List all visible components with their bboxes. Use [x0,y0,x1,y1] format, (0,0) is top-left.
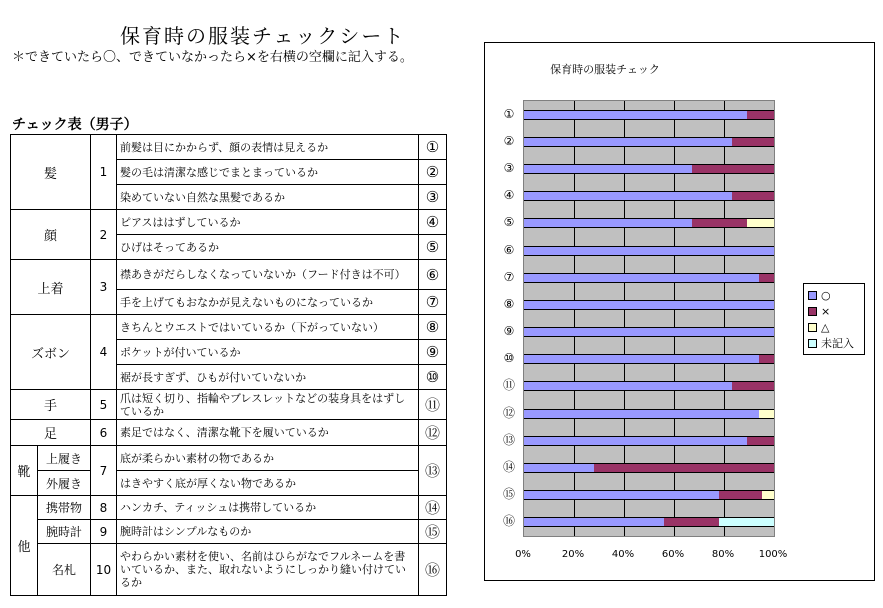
category-label: ⑦ [503,269,515,284]
bar-row [524,246,774,256]
category-label: ⑭ [502,460,515,475]
answer-cell[interactable]: ① [419,135,447,160]
check-item: 腕時計はシンプルなものか [117,520,419,544]
check-item: 前髪は目にかからず、顔の表情は見えるか [117,135,419,160]
category-pants: ズボン [11,315,91,390]
subcategory-watch: 腕時計 [38,520,91,544]
page-title: 保育時の服装チェックシート [120,24,406,48]
category-label: ⑪ [502,378,515,393]
item-number: 7 [91,446,117,496]
item-number: 1 [91,135,117,210]
check-item: やわらかい素材を使い、名前はひらがなでフルネームを書いているか、また、取れないようにしっかり縫い付けているか [117,544,419,596]
bar-segment [732,191,775,201]
legend-label: 未記入 [821,337,854,350]
category-label: ② [503,133,515,148]
subcategory-belongings: 携帯物 [38,496,91,520]
bar-segment [524,327,774,337]
bar-row [524,517,774,527]
check-item: 手を上げてもおなかが見えないものになっているか [117,290,419,315]
check-table [10,134,447,596]
category-label: ⑨ [503,324,515,339]
check-item: 裾が長すぎず、ひもが付いていないか [117,365,419,390]
answer-cell[interactable]: ② [419,160,447,185]
category-label: ⑮ [502,487,515,502]
item-number: 10 [91,544,117,596]
category-label: ⑧ [503,296,515,311]
legend-item [808,303,864,319]
subcategory-nametag: 名札 [38,544,91,596]
chart-area [484,42,875,581]
category-face: 顔 [11,210,91,260]
bar-segment [732,137,775,147]
bar-segment [524,409,759,419]
category-label: ① [503,106,515,121]
bar-segment [524,164,692,174]
legend-label: △ [821,320,830,334]
bar-row [524,436,774,446]
answer-cell[interactable]: ⑯ [419,544,447,596]
bar-segment [759,354,774,364]
category-label: ③ [503,160,515,175]
bar-segment [692,164,775,174]
chart-legend [803,283,865,355]
legend-label: ○ [821,288,831,302]
plot-area [523,100,775,537]
category-hair: 髪 [11,135,91,210]
bar-segment [524,436,747,446]
bar-row [524,381,774,391]
bar-segment [594,463,774,473]
x-tick-label: 100% [758,549,788,560]
item-number: 8 [91,496,117,520]
bar-row [524,463,774,473]
check-item: ピアスははずしているか [117,210,419,235]
bar-segment [759,409,774,419]
check-item: 髪の毛は清潔な感じでまとまっているか [117,160,419,185]
check-item: 染めていない自然な黒髪であるか [117,185,419,210]
check-item: 爪は短く切り、指輪やブレスレットなどの装身具をはずしているか [117,390,419,420]
subcategory-indoor-shoes: 上履き [38,446,91,471]
bar-row [524,164,774,174]
check-item: ポケットが付いているか [117,340,419,365]
legend-item [808,335,864,351]
category-shoes: 靴 [11,446,38,496]
category-label: ⑩ [503,351,515,366]
bar-row [524,354,774,364]
category-label: ⑯ [502,514,515,529]
bar-segment [524,110,747,120]
bar-segment [524,354,759,364]
bar-segment [524,218,692,228]
answer-cell[interactable]: ⑬ [419,446,447,496]
bar-row [524,490,774,500]
x-tick-label: 80% [711,549,735,560]
table-caption: チェック表（男子） [12,117,138,133]
answer-cell[interactable]: ⑩ [419,365,447,390]
x-tick-label: 60% [661,549,685,560]
legend-label: × [821,304,831,318]
bar-segment [747,110,775,120]
bar-segment [524,517,664,527]
bar-row [524,273,774,283]
answer-cell[interactable]: ⑨ [419,340,447,365]
category-hands: 手 [11,390,91,420]
bar-segment [747,218,775,228]
bar-row [524,327,774,337]
category-other: 他 [11,496,38,596]
bar-segment [732,381,775,391]
bar-segment [524,300,774,310]
bar-row [524,191,774,201]
bar-segment [719,490,762,500]
check-item: ひげはそってあるか [117,235,419,260]
answer-cell[interactable]: ⑥ [419,260,447,290]
check-item: 襟あきがだらしなくなっていないか（フード付きは不可） [117,260,419,290]
answer-cell[interactable]: ⑤ [419,235,447,260]
check-item: ハンカチ、ティッシュは携帯しているか [117,496,419,520]
bar-segment [759,273,774,283]
answer-cell[interactable]: ⑧ [419,315,447,340]
item-number: 9 [91,520,117,544]
legend-swatch [808,291,817,300]
bar-row [524,110,774,120]
category-feet: 足 [11,420,91,446]
bar-segment [524,191,732,201]
chart-title: 保育時の服装チェック [550,63,660,76]
check-item: 素足ではなく、清潔な靴下を履いているか [117,420,419,446]
bar-segment [524,273,759,283]
category-label: ⑤ [503,215,515,230]
legend-swatch [808,323,817,332]
bar-row [524,137,774,147]
check-item: きちんとウエストではいているか（下がっていない） [117,315,419,340]
bar-segment [664,517,719,527]
bar-segment [524,490,719,500]
legend-item [808,319,864,335]
category-label: ⑬ [502,432,515,447]
bar-row [524,300,774,310]
answer-cell[interactable]: ⑦ [419,290,447,315]
answer-cell[interactable]: ⑫ [419,420,447,446]
item-number: 6 [91,420,117,446]
x-tick-label: 0% [515,549,531,560]
legend-item [808,287,864,303]
bar-segment [762,490,775,500]
instruction-text: ＊できていたら〇、できていなかったら×を右横の空欄に記入する。 [12,50,413,65]
item-number: 3 [91,260,117,315]
category-jacket: 上着 [11,260,91,315]
subcategory-outdoor-shoes: 外履き [38,471,91,496]
answer-cell[interactable]: ④ [419,210,447,235]
bar-segment [692,218,747,228]
bar-segment [524,246,774,256]
check-item: 底が柔らかい素材の物であるか [117,446,419,471]
x-tick-label: 40% [611,549,635,560]
bar-row [524,409,774,419]
item-number: 2 [91,210,117,260]
bar-segment [719,517,774,527]
answer-cell[interactable]: ⑭ [419,496,447,520]
answer-cell[interactable]: ⑪ [419,390,447,420]
bar-segment [524,137,732,147]
bar-segment [524,463,594,473]
bar-segment [747,436,775,446]
legend-swatch [808,307,817,316]
item-number: 5 [91,390,117,420]
category-label: ⑥ [503,242,515,257]
check-item: はきやすく底が厚くない物であるか [117,471,419,496]
bar-segment [524,381,732,391]
answer-cell[interactable]: ③ [419,185,447,210]
answer-cell[interactable]: ⑮ [419,520,447,544]
category-label: ④ [503,188,515,203]
x-tick-label: 20% [561,549,585,560]
category-label: ⑫ [502,405,515,420]
item-number: 4 [91,315,117,390]
legend-swatch [808,339,817,348]
bar-row [524,218,774,228]
